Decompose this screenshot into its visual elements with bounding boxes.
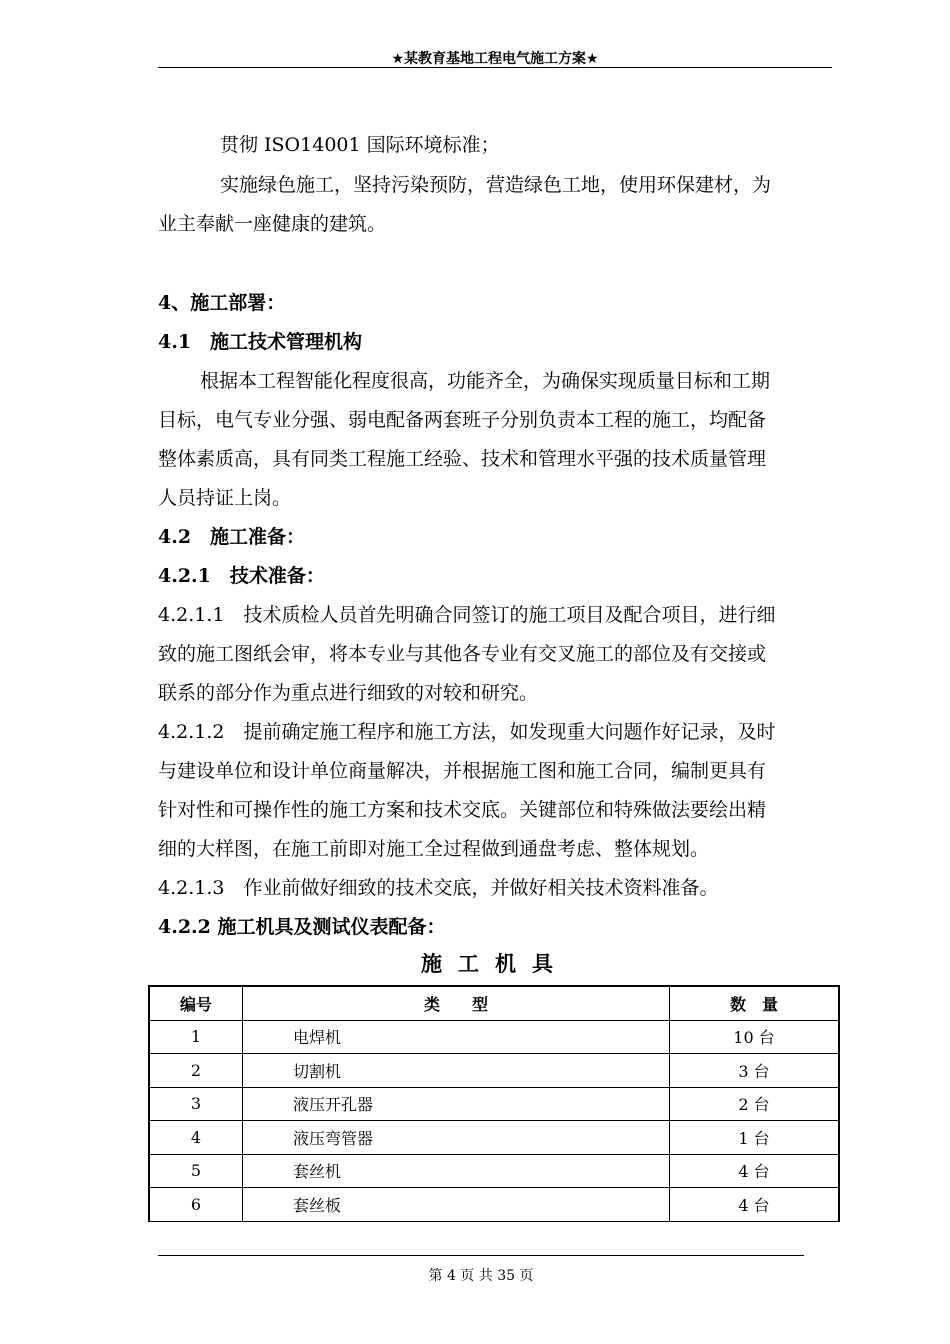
table-title: 施工机具 — [421, 951, 569, 976]
column-header-number: 编号 — [149, 986, 243, 1020]
column-header-type: 类 型 — [243, 986, 670, 1020]
cell-type: 套丝机 — [243, 1154, 670, 1188]
cell-type: 套丝板 — [243, 1188, 670, 1222]
cell-quantity: 1 台 — [670, 1121, 840, 1155]
table-header-row — [149, 986, 839, 1020]
heading-4-2: 4.2 施工准备： — [158, 526, 306, 548]
table-row — [149, 1054, 839, 1088]
page-header: ★某教育基地工程电气施工方案★ — [391, 51, 599, 67]
cell-number: 6 — [149, 1188, 243, 1222]
cell-quantity: 10 台 — [670, 1020, 840, 1054]
header-divider — [158, 67, 832, 68]
cell-number: 4 — [149, 1121, 243, 1155]
paragraph-4212-4: 细的大样图，在施工前即对施工全过程做到通盘考虑、整体规划。 — [158, 838, 710, 860]
paragraph-iso: 贯彻 ISO14001 国际环境标准； — [220, 134, 500, 156]
equipment-table — [148, 985, 840, 1222]
table-row — [149, 1020, 839, 1054]
page-number: 第 4 页 共 35 页 — [428, 1268, 534, 1284]
paragraph-4212-1: 4.2.1.2 提前确定施工程序和施工方法，如发现重大问题作好记录，及时 — [158, 721, 776, 743]
paragraph-org-4: 人员持证上岗。 — [158, 487, 292, 509]
cell-number: 3 — [149, 1087, 243, 1121]
cell-quantity: 4 台 — [670, 1154, 840, 1188]
table-row — [149, 1188, 839, 1222]
paragraph-4213: 4.2.1.3 作业前做好细致的技术交底，并做好相关技术资料准备。 — [158, 877, 719, 899]
paragraph-org-1: 根据本工程智能化程度很高，功能齐全，为确保实现质量目标和工期 — [200, 370, 771, 392]
heading-4-2-1: 4.2.1 技术准备： — [158, 565, 325, 587]
heading-4: 4、施工部署： — [158, 292, 286, 314]
paragraph-4212-2: 与建设单位和设计单位商量解决，并根据施工图和施工合同，编制更具有 — [158, 760, 767, 782]
paragraph-4211-1: 4.2.1.1 技术质检人员首先明确合同签订的施工项目及配合项目，进行细 — [158, 604, 776, 626]
cell-number: 1 — [149, 1020, 243, 1054]
cell-type: 液压开孔器 — [243, 1087, 670, 1121]
cell-type: 切割机 — [243, 1054, 670, 1088]
cell-number: 5 — [149, 1154, 243, 1188]
table-row — [149, 1154, 839, 1188]
footer-divider — [158, 1255, 804, 1256]
paragraph-org-3: 整体素质高，具有同类工程施工经验、技术和管理水平强的技术质量管理 — [158, 448, 767, 470]
cell-type: 电焊机 — [243, 1020, 670, 1054]
column-header-quantity: 数 量 — [670, 986, 840, 1020]
table-row — [149, 1121, 839, 1155]
paragraph-4211-2: 致的施工图纸会审，将本专业与其他各专业有交叉施工的部位及有交接或 — [158, 643, 767, 665]
cell-quantity: 2 台 — [670, 1087, 840, 1121]
cell-number: 2 — [149, 1054, 243, 1088]
paragraph-4212-3: 针对性和可操作性的施工方案和技术交底。关键部位和特殊做法要绘出精 — [158, 799, 767, 821]
cell-quantity: 3 台 — [670, 1054, 840, 1088]
paragraph-4211-3: 联系的部分作为重点进行细致的对较和研究。 — [158, 682, 539, 704]
paragraph-green-1: 实施绿色施工，坚持污染预防，营造绿色工地，使用环保建材，为 — [220, 174, 772, 196]
cell-type: 液压弯管器 — [243, 1121, 670, 1155]
paragraph-green-2: 业主奉献一座健康的建筑。 — [158, 213, 387, 235]
paragraph-org-2: 目标，电气专业分强、弱电配备两套班子分别负责本工程的施工，均配备 — [158, 409, 767, 431]
cell-quantity: 4 台 — [670, 1188, 840, 1222]
heading-4-1: 4.1 施工技术管理机构 — [158, 331, 363, 353]
heading-4-2-2: 4.2.2 施工机具及测试仪表配备： — [158, 916, 446, 938]
table-row — [149, 1087, 839, 1121]
